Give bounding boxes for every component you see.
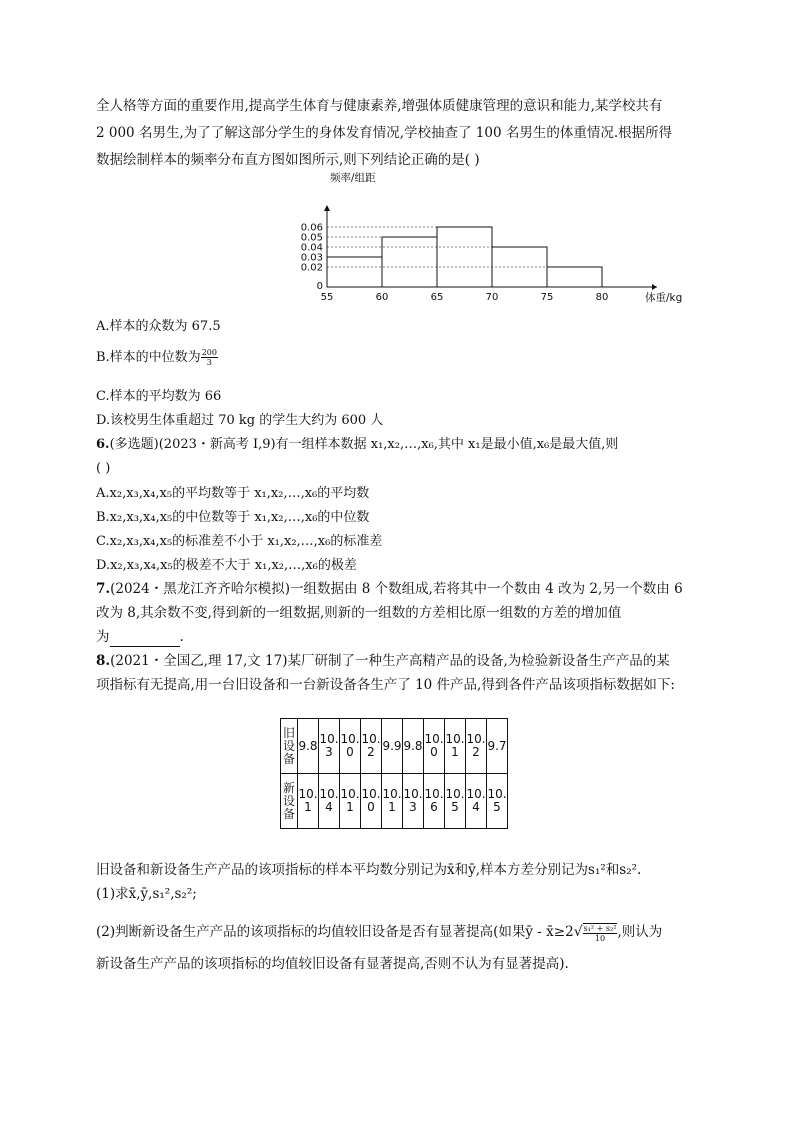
histogram-bar — [327, 257, 382, 287]
answer-blank[interactable] — [110, 632, 180, 647]
x-axis-label: 体重/kg — [645, 292, 683, 304]
x-tick-label: 75 — [540, 292, 554, 303]
q6-option-b: B.x₂,x₃,x₄,x₅的中位数等于 x₁,x₂,…,x₆的中位数 — [96, 510, 370, 525]
x-tick-label: 60 — [375, 292, 389, 303]
table-cell: 9.8 — [403, 719, 424, 774]
frequency-histogram — [290, 170, 683, 310]
y-tick-label: 0.03 — [300, 252, 323, 264]
q8-number: 8. — [96, 653, 111, 669]
new-equipment-row — [281, 774, 508, 829]
q6-option-d: D.x₂,x₃,x₄,x₅的极差不大于 x₁,x₂,…,x₆的极差 — [96, 558, 357, 573]
table-cell: 10.1 — [298, 774, 319, 829]
q6-stem-line-1: 6.(多选题)(2023・新高考 Ⅰ,9)有一组样本数据 x₁,x₂,…,x₆,其中 x₁是最小值,x₆是最大值,则 — [96, 437, 619, 452]
new-equipment-label: 新设备 — [281, 774, 298, 829]
intro-line-3: 数据绘制样本的频率分布直方图如图所示,则下列结论正确的是( ) — [96, 152, 480, 168]
q7-stem-line-3: 为 . — [96, 629, 184, 645]
q8-stem-line-1: 8.(2021・全国乙,理 17,文 17)某厂研制了一种生产高精产品的设备,为检验新设备生产产品的某 — [96, 653, 670, 669]
q6-option-a: A.x₂,x₃,x₄,x₅的平均数等于 x₁,x₂,…,x₆的平均数 — [96, 486, 370, 501]
q5-option-d: D.该校男生体重超过 70 kg 的学生大约为 600 人 — [96, 413, 384, 428]
table-cell: 10.0 — [424, 719, 445, 774]
table-cell: 10.0 — [361, 774, 382, 829]
q7-number: 7. — [96, 581, 111, 597]
histogram-bar — [382, 237, 437, 287]
fraction-200-over-3: $\frac{200}{3}$ — [201, 348, 217, 367]
q8-part-1: (1)求x̄,ȳ,s₁²,s₂²; — [96, 886, 197, 902]
y-axis-arrow-icon — [324, 205, 330, 211]
table-cell: 10.2 — [466, 719, 487, 774]
q8-stem-line-2: 项指标有无提高,用一台旧设备和一台新设备各生产了 10 件产品,得到各件产品该项指标数据如下: — [96, 677, 675, 693]
x-axis-arrow-icon — [652, 284, 657, 290]
table-cell: 9.9 — [382, 719, 403, 774]
histogram-bar — [437, 227, 492, 287]
table-cell: 10.5 — [445, 774, 466, 829]
table-cell: 10.2 — [361, 719, 382, 774]
equipment-data-table — [280, 718, 508, 829]
old-equipment-label: 旧设备 — [281, 719, 298, 774]
histogram-bar — [547, 267, 602, 287]
table-cell: 10.0 — [340, 719, 361, 774]
table-cell: 10.3 — [403, 774, 424, 829]
q6-option-c: C.x₂,x₃,x₄,x₅的标准差不小于 x₁,x₂,…,x₆的标准差 — [96, 534, 383, 549]
intro-line-1: 全人格等方面的重要作用,提高学生体育与健康素养,增强体质健康管理的意识和能力,某学校共有 — [96, 98, 663, 114]
q8-description: 旧设备和新设备生产产品的该项指标的样本平均数分别记为x̄和ȳ,样本方差分别记为s₁²和s₂². — [96, 862, 642, 878]
table-cell: 10.1 — [340, 774, 361, 829]
old-equipment-row — [281, 719, 508, 774]
y-tick-label: 0.05 — [300, 232, 323, 244]
q5-option-b-text: B.样本的中位数为 — [96, 350, 201, 365]
origin-label: 0 — [316, 281, 323, 292]
y-axis-label: 频率/组距 — [330, 172, 376, 184]
y-tick-label: 0.02 — [300, 262, 323, 274]
table-cell: 10.3 — [319, 719, 340, 774]
q8-part-2-line-2: 新设备生产产品的该项指标的均值较旧设备有显著提高,否则不认为有显著提高). — [96, 956, 569, 972]
table-cell: 9.7 — [487, 719, 508, 774]
x-tick-label: 55 — [320, 292, 334, 303]
sqrt-fraction: $\frac{\text{s₁² + s₂²}}{10}$ — [583, 923, 617, 943]
q8-part-2-line-1: (2)判断新设备生产产品的该项指标的均值较旧设备是否有显著提高(如果ȳ - x̄≥2√ $\frac{\text{s₁² + s₂²}}{10}$ ,则认为 — [96, 923, 663, 943]
q5-option-a: A.样本的众数为 67.5 — [96, 319, 221, 334]
y-tick-label: 0.04 — [300, 242, 323, 254]
intro-line-2: 2 000 名男生,为了了解这部分学生的身体发育情况,学校抽查了 100 名男生的体重情况.根据所得 — [96, 125, 673, 141]
q7-stem-line-2: 改为 8,其余数不变,得到新的一组数据,则新的一组数的方差相比原一组数的方差的增加值 — [96, 605, 622, 621]
q5-option-b — [96, 348, 218, 367]
table-cell: 10.1 — [445, 719, 466, 774]
sqrt-sign: √ — [573, 924, 583, 940]
x-tick-label: 65 — [430, 292, 444, 303]
table-cell: 10.5 — [487, 774, 508, 829]
table-cell: 10.4 — [466, 774, 487, 829]
q6-number: 6. — [96, 437, 110, 452]
q7-stem-line-1: 7.(2024・黑龙江齐齐哈尔模拟)一组数据由 8 个数组成,若将其中一个数由 4 改为 2,另一个数由 6 — [96, 581, 683, 597]
q6-stem-line-2: ( ) — [96, 461, 111, 476]
y-tick-label: 0.06 — [300, 222, 323, 234]
table-cell: 10.4 — [319, 774, 340, 829]
table-cell: 10.1 — [382, 774, 403, 829]
x-tick-label: 80 — [595, 292, 609, 303]
table-cell: 9.8 — [298, 719, 319, 774]
q5-option-c: C.样本的平均数为 66 — [96, 389, 222, 404]
x-tick-label: 70 — [485, 292, 499, 303]
table-cell: 10.6 — [424, 774, 445, 829]
